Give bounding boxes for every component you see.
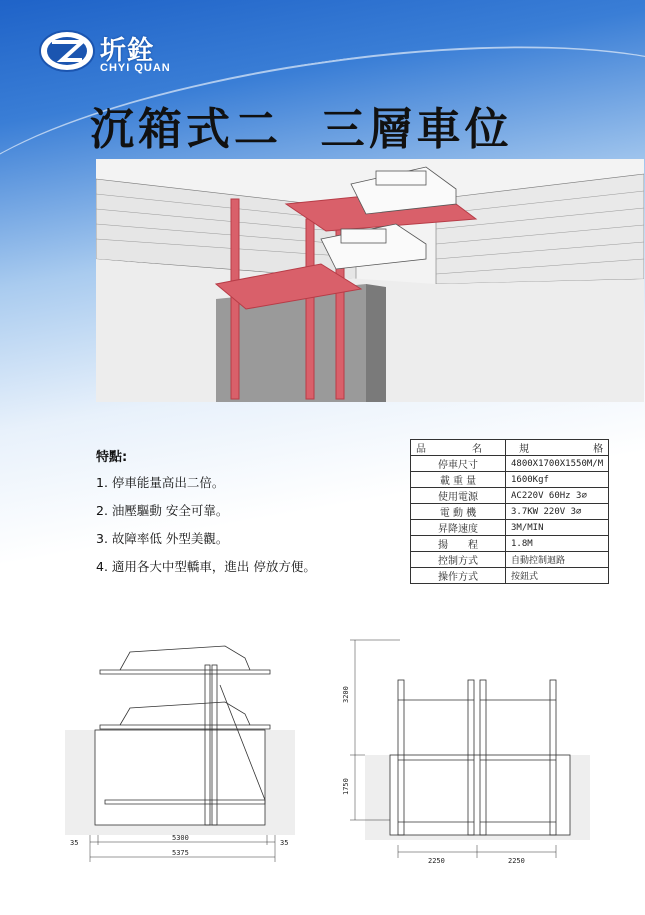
product-illustration: [96, 159, 644, 402]
spec-label: 使用電源: [411, 488, 506, 504]
table-row: [411, 456, 609, 472]
side-dim-right: 35: [280, 839, 289, 847]
feature-item-4: 4. 適用各大中型轎車，進出 停放方便。: [96, 559, 316, 574]
spec-header-spec: [506, 440, 609, 456]
spec-value: 4800X1700X1550M/M: [506, 456, 609, 472]
spec-value: 3.7KW 220V 3∅: [506, 504, 609, 520]
spec-value: 1600Kgf: [506, 472, 609, 488]
side-elevation-drawing: [50, 630, 310, 870]
side-dim-middle: 5300: [172, 834, 189, 842]
table-row: [411, 568, 609, 584]
table-row: [411, 552, 609, 568]
side-dim-left: 35: [70, 839, 79, 847]
table-row: [411, 520, 609, 536]
front-elevation-drawing: [340, 630, 600, 870]
spec-label: 停車尺寸: [411, 456, 506, 472]
brand-logo: [38, 28, 188, 88]
spec-value: 1.8M: [506, 536, 609, 552]
spec-label: 控制方式: [411, 552, 506, 568]
features-section: [96, 446, 396, 585]
side-dim-total: 5375: [172, 849, 189, 857]
feature-item-1: 1. 停車能量高出二倍。: [96, 475, 225, 490]
spec-value: 自動控制迴路: [506, 552, 609, 568]
table-row: [411, 504, 609, 520]
spec-table: [410, 439, 609, 584]
front-dim-bay2: 2250: [508, 857, 525, 865]
spec-label: 電 動 機: [411, 504, 506, 520]
spec-label: 昇降速度: [411, 520, 506, 536]
brand-emblem-icon: [38, 28, 96, 74]
spec-table-header: [411, 440, 609, 456]
front-dim-height: 3200: [342, 686, 350, 703]
page-title: 沉箱式二 三層車位: [90, 104, 513, 155]
features-heading: 特點:: [96, 450, 128, 465]
table-row: [411, 536, 609, 552]
spec-header-item: 品 名: [411, 440, 506, 456]
spec-label: 操作方式: [411, 568, 506, 584]
feature-item-2: 2. 油壓驅動 安全可靠。: [96, 503, 229, 518]
spec-header-spec-right: 格: [593, 444, 604, 455]
front-dim-bay1: 2250: [428, 857, 445, 865]
front-dim-pit: 1750: [342, 778, 350, 795]
table-row: [411, 488, 609, 504]
feature-item-3: 3. 故障率低 外型美觀。: [96, 531, 229, 546]
spec-label: 揚 程: [411, 536, 506, 552]
table-row: [411, 472, 609, 488]
brand-name-en: CHYI QUAN: [100, 62, 171, 74]
spec-label: 載 重 量: [411, 472, 506, 488]
brand-name-cn: 圻銓: [100, 36, 155, 66]
spec-value: 3M/MIN: [506, 520, 609, 536]
spec-header-spec-left: 規: [519, 444, 529, 455]
spec-value: 按鈕式: [506, 568, 609, 584]
spec-value: AC220V 60Hz 3∅: [506, 488, 609, 504]
